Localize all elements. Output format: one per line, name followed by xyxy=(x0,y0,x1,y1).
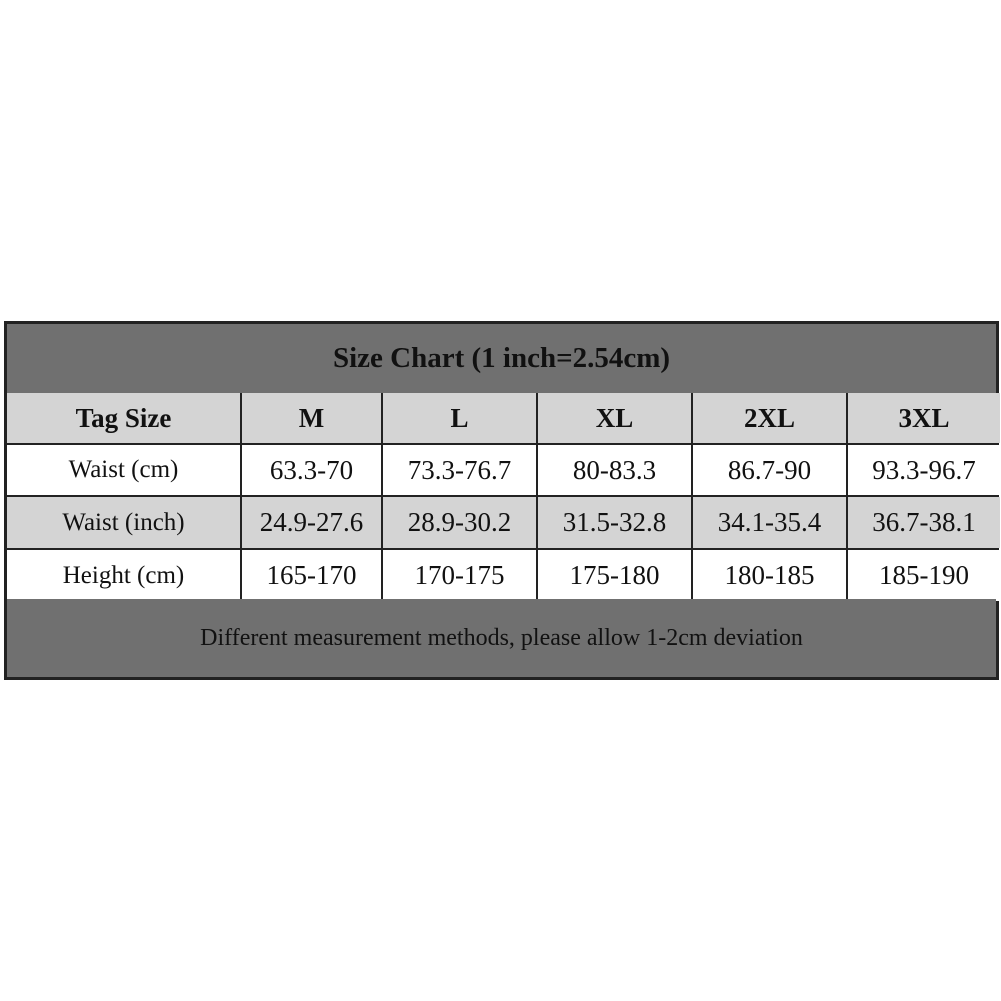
column-header-xl: XL xyxy=(538,393,691,443)
row-label-waist-cm: Waist (cm) xyxy=(7,445,240,495)
table-cell: 170-175 xyxy=(383,550,536,601)
table-cell: 80-83.3 xyxy=(538,445,691,495)
column-header-3xl: 3XL xyxy=(848,393,1000,443)
table-cell: 165-170 xyxy=(242,550,381,601)
table-cell: 93.3-96.7 xyxy=(848,445,1000,495)
size-chart-title: Size Chart (1 inch=2.54cm) xyxy=(7,324,996,393)
column-header-tag-size: Tag Size xyxy=(7,393,240,443)
table-cell: 31.5-32.8 xyxy=(538,497,691,548)
measurement-note: Different measurement methods, please allow 1-2cm deviation xyxy=(7,599,996,677)
table-cell: 28.9-30.2 xyxy=(383,497,536,548)
table-cell: 34.1-35.4 xyxy=(693,497,846,548)
table-cell: 73.3-76.7 xyxy=(383,445,536,495)
table-cell: 185-190 xyxy=(848,550,1000,601)
size-chart-table xyxy=(4,321,999,680)
size-grid xyxy=(7,393,996,599)
column-header-m: M xyxy=(242,393,381,443)
table-cell: 86.7-90 xyxy=(693,445,846,495)
row-label-waist-inch: Waist (inch) xyxy=(7,497,240,548)
column-header-l: L xyxy=(383,393,536,443)
row-label-height-cm: Height (cm) xyxy=(7,550,240,601)
table-cell: 36.7-38.1 xyxy=(848,497,1000,548)
table-cell: 180-185 xyxy=(693,550,846,601)
table-cell: 63.3-70 xyxy=(242,445,381,495)
column-header-2xl: 2XL xyxy=(693,393,846,443)
table-cell: 175-180 xyxy=(538,550,691,601)
table-cell: 24.9-27.6 xyxy=(242,497,381,548)
